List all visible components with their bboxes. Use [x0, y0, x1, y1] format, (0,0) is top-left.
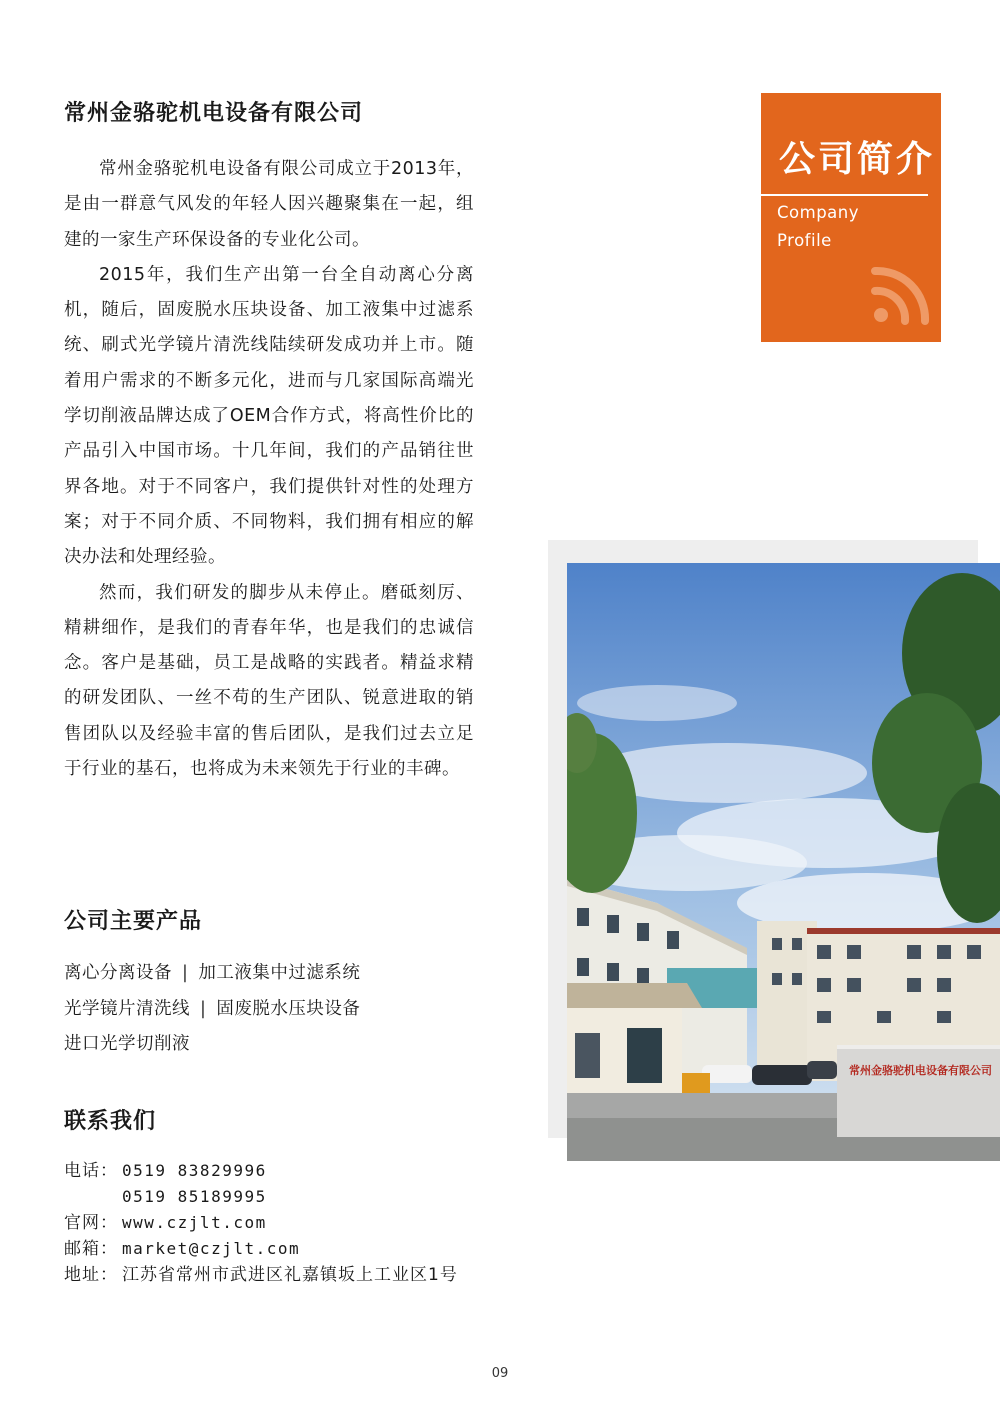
- signal-wave-icon: [871, 265, 931, 325]
- website-label: 官网：: [64, 1213, 118, 1233]
- company-intro: [64, 152, 474, 787]
- intro-paragraph: 然而，我们研发的脚步从未停止。磨砥刻厉、精耕细作，是我们的青春年华，也是我们的忠诚信念。客户是基础，员工是战略的实践者。精益求精的研发团队、一丝不苟的生产团队、锐意进取的销售团队以及经验丰富的售后团队，是我们过去立足于行业的基石，也将成为未来领先于行业的丰碑。: [64, 582, 474, 780]
- address-label: 地址：: [64, 1265, 118, 1285]
- contact-phone-row: [64, 1184, 584, 1210]
- badge-title-en-line: Company: [777, 203, 859, 222]
- website-link[interactable]: www.czjlt.com: [122, 1213, 267, 1232]
- product-line: [64, 956, 524, 992]
- company-profile-badge: [761, 93, 941, 342]
- email-link[interactable]: market@czjlt.com: [122, 1239, 301, 1258]
- product-line: [64, 992, 524, 1028]
- contact-address-row: [64, 1262, 584, 1288]
- phone-label: 电话：: [64, 1161, 118, 1181]
- phone-number: 0519 83829996: [122, 1161, 267, 1180]
- page-number: 09: [491, 1366, 509, 1381]
- product-item: 进口光学切削液: [64, 1034, 190, 1054]
- badge-title-en-line: Profile: [777, 231, 832, 250]
- intro-paragraph: 常州金骆驼机电设备有限公司成立于2013年，是由一群意气风发的年轻人因兴趣聚集在一起，组建的一家生产环保设备的专业化公司。: [64, 159, 474, 250]
- product-separator: |: [182, 963, 189, 983]
- product-item: 光学镜片清洗线: [64, 998, 190, 1019]
- intro-paragraph: 2015年，我们生产出第一台全自动离心分离机，随后，固废脱水压块设备、加工液集中过滤系统、刷式光学镜片清洗线陆续研发成功并上市。随着用户需求的不断多元化，进而与几家国际高端光学切削液品牌达成了OEM合作方式，将高性价比的产品引入中国市场。十几年间，我们的产品销往世界各地。对于不同客户，我们提供针对性的处理方案；对于不同介质、不同物料，我们拥有相应的解决办法和处理经验。: [64, 264, 474, 568]
- product-item: 固废脱水压块设备: [216, 998, 361, 1019]
- company-title: 常州金骆驼机电设备有限公司: [64, 101, 364, 126]
- product-line: [64, 1027, 524, 1063]
- badge-divider: [761, 194, 928, 196]
- factory-photo: [567, 563, 1000, 1161]
- contact-info: [64, 1158, 584, 1288]
- product-item: 离心分离设备: [64, 963, 172, 983]
- product-list: [64, 956, 524, 1063]
- contact-phone-row: [64, 1158, 584, 1184]
- product-item: 加工液集中过滤系统: [198, 963, 361, 983]
- phone-number: 0519 85189995: [122, 1187, 267, 1206]
- products-title: 公司主要产品: [64, 909, 203, 934]
- contact-website-row: [64, 1210, 584, 1236]
- address-text: 江苏省常州市武进区礼嘉镇坂上工业区1号: [122, 1265, 458, 1285]
- photo-sign-text: 常州金骆驼机电设备有限公司: [849, 1064, 992, 1077]
- email-label: 邮箱：: [64, 1239, 118, 1259]
- contact-email-row: [64, 1236, 584, 1262]
- product-separator: |: [200, 998, 207, 1019]
- badge-title-cn: 公司简介: [779, 139, 936, 180]
- contact-title: 联系我们: [64, 1109, 157, 1134]
- badge-title-en: [777, 199, 859, 255]
